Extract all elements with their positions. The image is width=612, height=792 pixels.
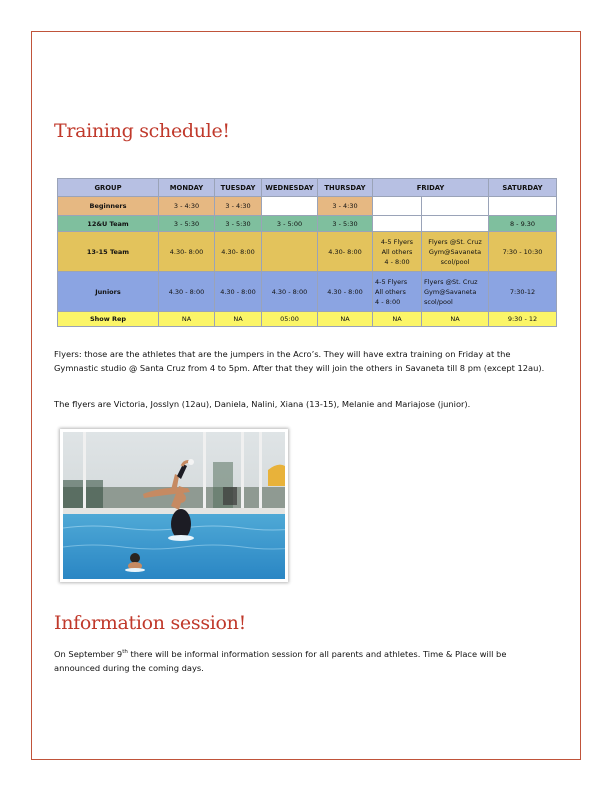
cell-line: Flyers @St. Cruz: [424, 277, 478, 286]
header-friday: FRIDAY: [373, 179, 489, 197]
synchronized-swimming-photo: [60, 429, 288, 582]
header-group: GROUP: [58, 179, 159, 197]
cell-friday-gym: [422, 272, 489, 312]
cell-line: 4 - 8:00: [384, 257, 410, 266]
cell-value: 4.30 - 8:00: [215, 272, 262, 312]
cell-empty: [262, 197, 318, 216]
cell-empty: [422, 216, 489, 232]
cell-value: 7:30 - 10:30: [489, 232, 557, 272]
table-row: [58, 197, 557, 216]
cell-friday-gym: [422, 232, 489, 272]
group-juniors: Juniors: [58, 272, 159, 312]
cell-line: Gym@Savaneta: [424, 287, 477, 296]
cell-line: All others: [381, 247, 413, 256]
cell-line: scol/pool: [424, 297, 453, 306]
cell-line: All others: [375, 287, 406, 296]
cell-value: 9:30 - 12: [489, 312, 557, 327]
cell-friday-flyers: [373, 232, 422, 272]
header-wednesday: WEDNESDAY: [262, 179, 318, 197]
cell-empty: [373, 216, 422, 232]
header-monday: MONDAY: [159, 179, 215, 197]
cell-value: 4.30 - 8:00: [159, 272, 215, 312]
cell-value: NA: [373, 312, 422, 327]
info-text: there will be informal information session for all parents and athletes. Time & Place will be announced during the coming days.: [54, 648, 507, 674]
group-beginners: Beginners: [58, 197, 159, 216]
cell-value: 7:30-12: [489, 272, 557, 312]
training-schedule-table: [57, 178, 557, 327]
cell-value: 4.30- 8:00: [215, 232, 262, 272]
cell-empty: [262, 232, 318, 272]
cell-value: NA: [215, 312, 262, 327]
cell-value: 4.30- 8:00: [318, 232, 373, 272]
cell-value: 3 - 4:30: [215, 197, 262, 216]
table-row: [58, 232, 557, 272]
cell-value: 3 - 4:30: [159, 197, 215, 216]
info-superscript: th: [122, 649, 128, 655]
information-session-heading: Information session!: [54, 612, 246, 634]
table-row: [58, 216, 557, 232]
cell-line: 4 - 8:00: [375, 297, 401, 306]
group-13-15: 13-15 Team: [58, 232, 159, 272]
info-text: On September 9: [54, 648, 123, 659]
cell-value: 3 - 5:30: [159, 216, 215, 232]
information-paragraph: [54, 645, 554, 676]
cell-friday-flyers: [373, 272, 422, 312]
training-schedule-heading: Training schedule!: [54, 120, 230, 142]
cell-value: 3 - 4:30: [318, 197, 373, 216]
table-row: [58, 272, 557, 312]
header-tuesday: TUESDAY: [215, 179, 262, 197]
cell-value: 3 - 5:30: [215, 216, 262, 232]
header-saturday: SATURDAY: [489, 179, 557, 197]
cell-value: 3 - 5:30: [318, 216, 373, 232]
flyers-names-paragraph: The flyers are Victoria, Josslyn (12au), Daniela, Nalini, Xiana (13-15), Melanie and Mariajose (junior).: [54, 399, 471, 409]
cell-empty: [373, 197, 422, 216]
cell-line: Flyers @St. Cruz: [428, 237, 482, 246]
cell-value: NA: [159, 312, 215, 327]
cell-empty: [489, 197, 557, 216]
cell-line: scol/pool: [440, 257, 470, 266]
group-12u: 12&U Team: [58, 216, 159, 232]
flyers-paragraph: Flyers: those are the athletes that are the jumpers in the Acro’s. They will have extra training on Friday at the Gymnastic studio @ Santa Cruz from 4 to 5pm. After that they will join the others in Savaneta till 8 pm (except 12au).: [54, 349, 545, 374]
cell-line: Gym@Savaneta: [428, 247, 482, 256]
cell-value: 8 - 9.30: [489, 216, 557, 232]
cell-empty: [422, 197, 489, 216]
group-show-rep: Show Rep: [58, 312, 159, 327]
cell-value: 4.30 - 8:00: [318, 272, 373, 312]
cell-line: 4-5 Flyers: [380, 237, 414, 246]
header-thursday: THURSDAY: [318, 179, 373, 197]
table-row: [58, 312, 557, 327]
cell-line: 4-5 Flyers: [375, 277, 408, 286]
cell-value: 3 - 5:00: [262, 216, 318, 232]
cell-value: 4.30 - 8:00: [262, 272, 318, 312]
cell-value: NA: [318, 312, 373, 327]
table-header-row: [58, 179, 557, 197]
cell-value: 4.30- 8:00: [159, 232, 215, 272]
cell-value: 05:00: [262, 312, 318, 327]
cell-value: NA: [422, 312, 489, 327]
